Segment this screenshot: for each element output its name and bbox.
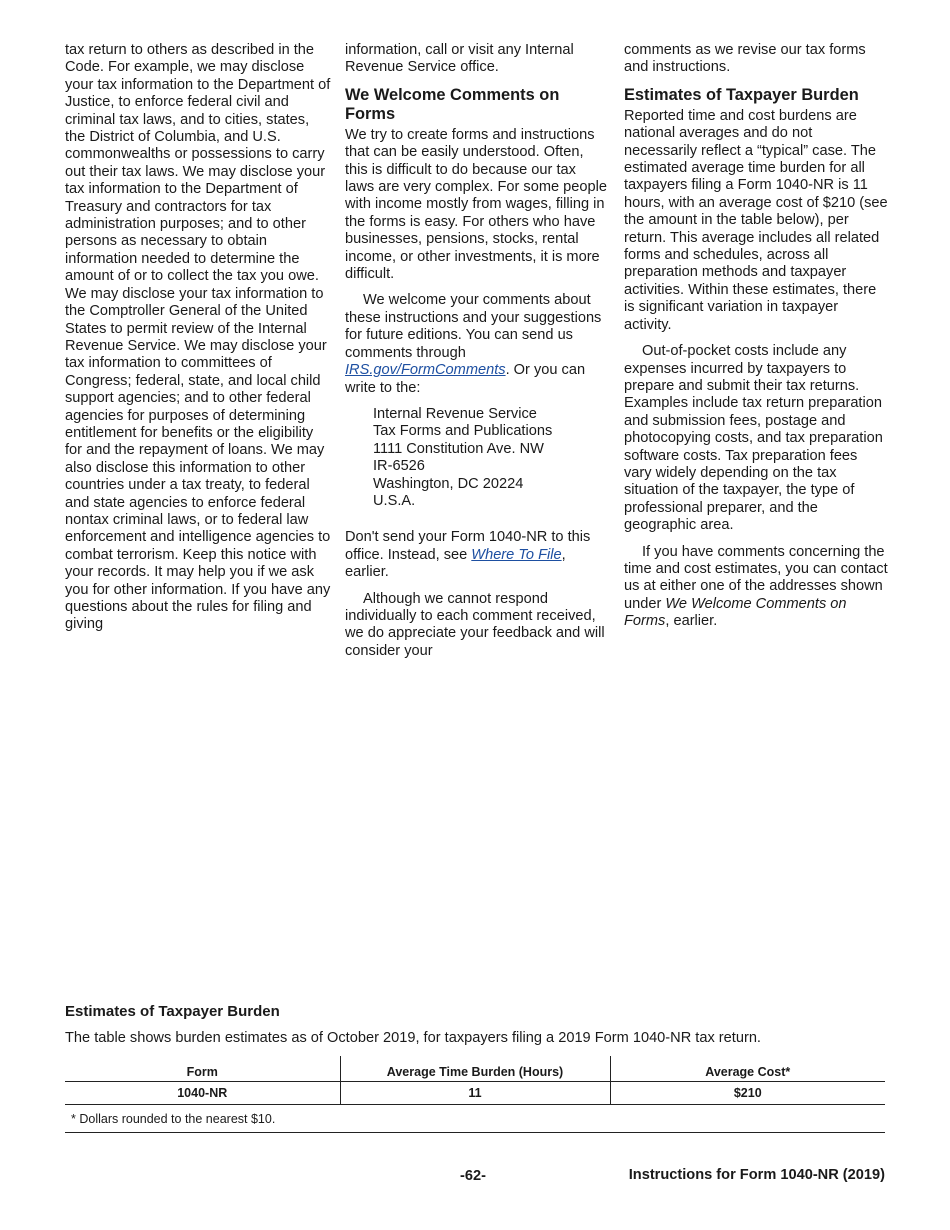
table-footnote: * Dollars rounded to the nearest $10. [65, 1105, 885, 1133]
address-line: Washington, DC 20224 [373, 475, 524, 492]
burden-table [65, 1056, 885, 1133]
column-left [65, 42, 331, 643]
out-of-pocket-text: Out-of-pocket costs include any expenses incurred by taxpayers to prepare and submit their tax returns. Examples include tax return preparation and submission fees, postage and photocopying costs, and tax preparation software costs. Tax preparation fees vary widely depending on the tax situation of the taxpayer, the type of professional preparer, and the geographic area. [624, 343, 883, 534]
privacy-disclosure-text: tax return to others as described in the Code. For example, we may disclose your tax information to the Department of Justice, to enforce federal civil and criminal tax laws, and to cities, states, the District of Columbia, and U.S. commonwealths or possessions to carry out their tax laws. We may disclose your tax information to the Department of Treasury and contractors for tax administration purposes; and to other persons as necessary to obtain information needed to determine the amount of or to collect the tax you owe. We may disclose your tax information to the Comptroller General of the United States to permit review of the Internal Revenue Service. We may disclose your tax information to committees of Congress; federal, state, and local child support agencies; and to other federal agencies for purposes of determining entitlement for benefits or the eligibility for and the repayment of loans. We may also disclose this information to other countries under a tax treaty, to federal and state agencies to enforce federal nontax criminal laws, or to federal law enforcement and intelligence agencies to combat terrorism. Keep this notice with your records. It may help you if we ask you for other information. If you have any questions about the rules for filing and giving [65, 42, 331, 633]
dont-send-text: Don't send your Form 1040-NR to this office. Instead, see Where To File, earlier. [345, 529, 591, 581]
comments-heading: We Welcome Comments on Forms [345, 85, 560, 123]
address-line: U.S.A. [373, 492, 416, 509]
burden-heading: Estimates of Taxpayer Burden [624, 85, 859, 104]
burden-table-description: The table shows burden estimates as of October 2019, for taxpayers filing a 2019 Form 1040-NR tax return. [65, 1030, 761, 1046]
address-line: Internal Revenue Service [373, 405, 537, 422]
form-comments-link[interactable]: IRS.gov/FormComments [345, 362, 506, 379]
cell-form: 1040-NR [65, 1082, 340, 1105]
footer-title: Instructions for Form 1040-NR (2019) [628, 1167, 885, 1183]
contact-office-text: information, call or visit any Internal Revenue Service office. [345, 42, 574, 76]
address-line: IR-6526 [373, 458, 425, 475]
table-header-row [65, 1056, 885, 1082]
table-row [65, 1082, 885, 1105]
header-average-cost: Average Cost* [610, 1056, 885, 1082]
revise-forms-text: comments as we revise our tax forms and instructions. [624, 42, 866, 76]
feedback-text: Although we cannot respond individually to each comment received, we do appreciate your feedback and will consider your [345, 590, 605, 659]
where-to-file-link[interactable]: Where To File [471, 546, 562, 563]
column-right [624, 42, 888, 640]
burden-estimate-text: Reported time and cost burdens are national averages and do not necessarily reflect a “typical” case. The estimated average time burden for all taxpayers filing a Form 1040-NR is 11 hours, with an average cost of $210 (see the amount in the table below), per return. This average includes all related forms and schedules, across all preparation methods and taxpayer activities. Within these estimates, there is significant variation in taxpayer activity. [624, 107, 888, 333]
comments-contact-text: If you have comments concerning the time and cost estimates, you can contact us at either one of the addresses shown under We Welcome Comments on Forms, earlier. [624, 543, 888, 630]
comments-intro-text: We try to create forms and instructions that can be easily understood. Often, this is difficult to do because our tax laws are very complex. For some people with income mostly from wages, filling in the forms is easy. For others who have businesses, pensions, stocks, rental income, or other investments, it is more difficult. [345, 126, 607, 283]
cell-hours: 11 [340, 1082, 610, 1105]
address-line: 1111 Constitution Ave. NW [373, 440, 544, 457]
mailing-address [373, 406, 607, 510]
cell-cost: $210 [610, 1082, 885, 1105]
burden-table-title: Estimates of Taxpayer Burden [65, 1003, 280, 1020]
address-line: Tax Forms and Publications [373, 423, 553, 440]
header-time-burden: Average Time Burden (Hours) [340, 1056, 610, 1082]
comments-welcome-text: We welcome your comments about these instructions and your suggestions for future editions. You can send us comments through IRS.gov/FormComments. Or you can write to the: [345, 292, 602, 396]
table-footnote-row [65, 1105, 885, 1133]
header-form: Form [65, 1056, 340, 1082]
column-middle [345, 42, 607, 669]
page-number: -62- [460, 1168, 486, 1184]
